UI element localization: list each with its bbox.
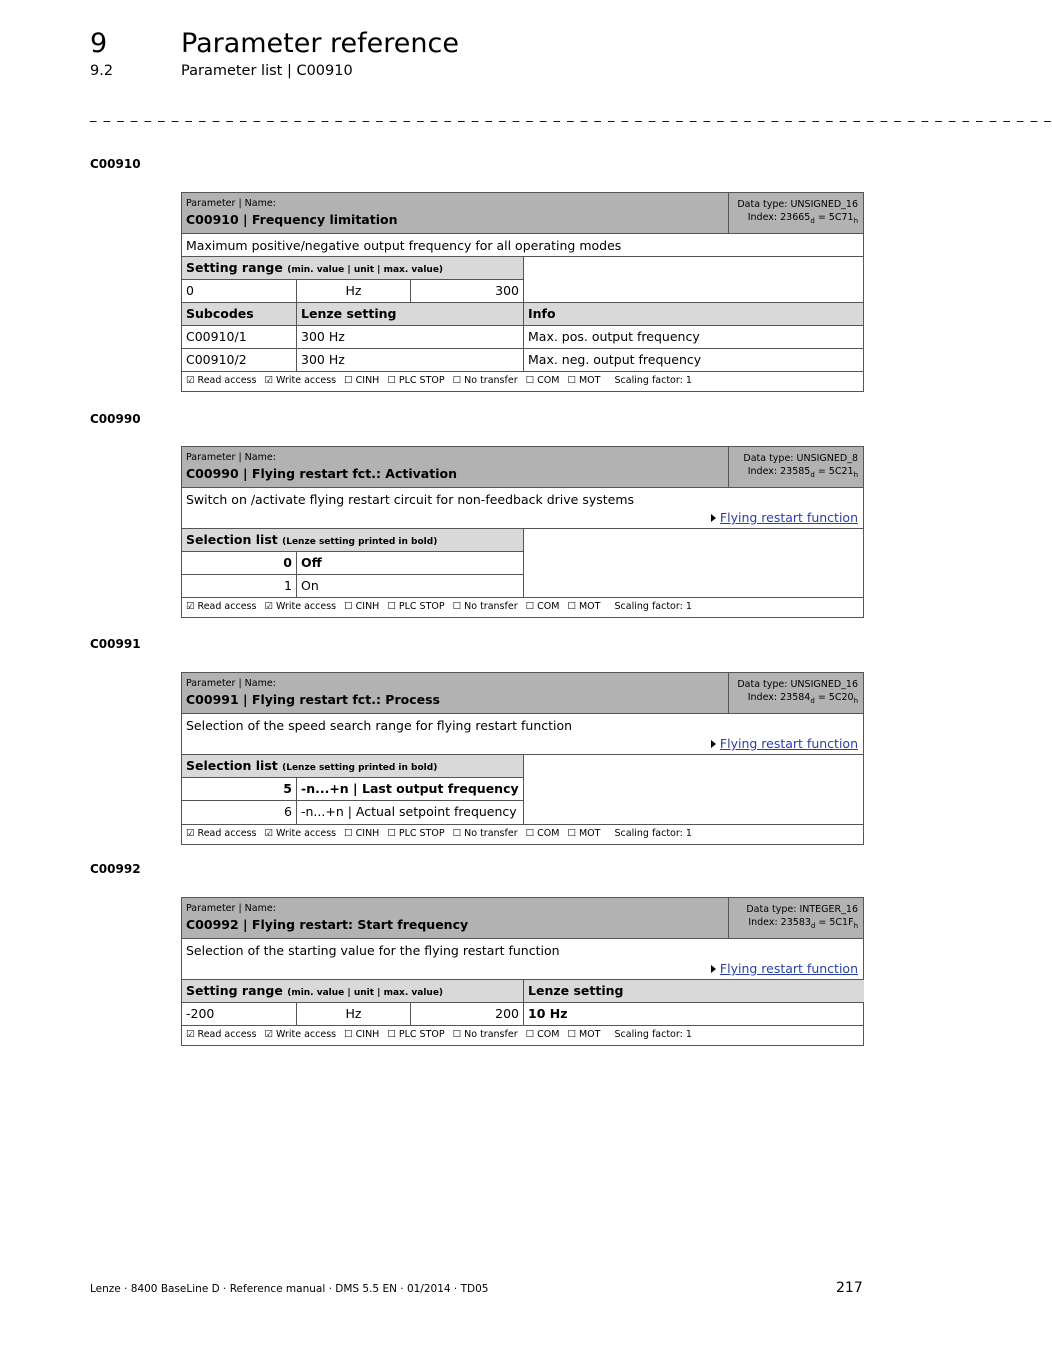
subcode-setting: 300 Hz — [296, 326, 523, 348]
lenze-setting-value: 10 Hz — [523, 1003, 864, 1026]
subcode-header-row — [182, 303, 863, 326]
subcode-info: Max. neg. output frequency — [523, 349, 864, 371]
param-label: Parameter | Name: — [186, 452, 276, 463]
table-row — [182, 349, 863, 372]
param-label: Parameter | Name: — [186, 198, 276, 209]
flying-restart-link[interactable]: Flying restart function — [182, 961, 863, 978]
section-label-c00992: C00992 — [90, 862, 141, 876]
param-description: Selection of the starting value for the flying restart function — [186, 943, 560, 958]
data-type-info — [743, 452, 858, 482]
option-value: 0 — [182, 552, 296, 575]
section-label-c00910: C00910 — [90, 157, 141, 171]
data-type-info — [737, 678, 858, 708]
range-min: 0 — [186, 283, 194, 298]
access-flags: ☑ Read access ☑ Write access ☐ CINH ☐ PLC STOP ☐ No transfer ☐ COM ☐ MOT Scaling factor: 1 — [186, 601, 692, 612]
selection-list-header: Selection list (Lenze setting printed in bold) — [182, 755, 523, 778]
data-type: Data type: UNSIGNED_16 — [737, 199, 858, 210]
data-type: Data type: UNSIGNED_8 — [743, 453, 858, 464]
subcodes-header: Subcodes — [186, 306, 254, 321]
param-description-block — [182, 714, 863, 755]
param-table-c00992 — [181, 897, 864, 1046]
page-number: 217 — [836, 1280, 863, 1296]
param-header — [182, 193, 863, 234]
chapter-title: Parameter reference — [181, 28, 459, 59]
param-header — [182, 447, 863, 488]
data-type: Data type: INTEGER_16 — [746, 904, 858, 915]
range-unit: Hz — [296, 280, 410, 303]
param-header — [182, 898, 863, 939]
param-name: C00991 | Flying restart fct.: Process — [186, 692, 440, 707]
table-row — [182, 326, 863, 349]
footer-text: Lenze · 8400 BaseLine D · Reference manual · DMS 5.5 EN · 01/2014 · TD05 — [90, 1283, 489, 1295]
setting-range-block — [182, 257, 863, 303]
param-description-block — [182, 488, 863, 529]
flying-restart-link[interactable]: Flying restart function — [182, 736, 863, 753]
info-header: Info — [523, 303, 864, 325]
selection-list-header: Selection list (Lenze setting printed in bold) — [182, 529, 523, 552]
lenze-setting-header: Lenze setting — [523, 980, 864, 1003]
data-type-info — [746, 903, 858, 933]
range-max: 200 — [410, 1003, 523, 1026]
param-label: Parameter | Name: — [186, 903, 276, 914]
param-label: Parameter | Name: — [186, 678, 276, 689]
section-label-c00991: C00991 — [90, 637, 141, 651]
setting-range-block — [182, 980, 863, 1026]
range-unit: Hz — [296, 1003, 410, 1026]
option-value: 6 — [284, 804, 292, 819]
param-header — [182, 673, 863, 714]
data-type-info — [737, 198, 858, 228]
index-info: Index: $23585_d = 5C21_h$ — [747, 466, 858, 479]
param-table-c00991 — [181, 672, 864, 845]
option-label: -n...+n | Actual setpoint frequency — [296, 801, 523, 825]
lenze-setting-header: Lenze setting — [296, 303, 523, 325]
param-name: C00910 | Frequency limitation — [186, 212, 398, 227]
arrow-right-icon — [711, 514, 716, 522]
option-label: -n...+n | Last output frequency — [296, 778, 523, 801]
option-label: On — [296, 575, 523, 598]
arrow-right-icon — [711, 740, 716, 748]
index-info: Index: $23583_d = 5C1F_h$ — [748, 917, 858, 930]
access-flags: ☑ Read access ☑ Write access ☐ CINH ☐ PLC STOP ☐ No transfer ☐ COM ☐ MOT Scaling factor: 1 — [186, 828, 692, 839]
param-name: C00992 | Flying restart: Start frequency — [186, 917, 469, 932]
section-label-c00990: C00990 — [90, 412, 141, 426]
param-table-c00910 — [181, 192, 864, 392]
subcode: C00910/2 — [186, 352, 247, 367]
param-description: Switch on /activate flying restart circuit for non-feedback drive systems — [186, 492, 635, 507]
option-value: 1 — [284, 578, 292, 593]
subcode-setting: 300 Hz — [296, 349, 523, 371]
param-description-block — [182, 939, 863, 980]
param-table-c00990 — [181, 446, 864, 618]
access-flags: ☑ Read access ☑ Write access ☐ CINH ☐ PLC STOP ☐ No transfer ☐ COM ☐ MOT Scaling factor: 1 — [186, 375, 692, 386]
index-info: Index: $23665_d = 5C71_h$ — [747, 212, 858, 225]
range-min: -200 — [186, 1006, 215, 1021]
access-flags: ☑ Read access ☑ Write access ☐ CINH ☐ PLC STOP ☐ No transfer ☐ COM ☐ MOT Scaling factor: 1 — [186, 1029, 692, 1040]
section-number: 9.2 — [90, 63, 114, 79]
data-type: Data type: UNSIGNED_16 — [737, 679, 858, 690]
param-description: Maximum positive/negative output frequency for all operating modes — [182, 234, 863, 257]
arrow-right-icon — [711, 965, 716, 973]
range-max: 300 — [410, 280, 523, 303]
setting-range-header: Setting range (min. value | unit | max. value) — [182, 980, 523, 1003]
option-value: 5 — [182, 778, 296, 801]
param-description: Selection of the speed search range for flying restart function — [186, 718, 573, 733]
selection-list-block — [182, 755, 863, 825]
chapter-number: 9 — [90, 28, 108, 59]
selection-list-block — [182, 529, 863, 598]
subcode: C00910/1 — [186, 329, 247, 344]
option-label: Off — [296, 552, 523, 575]
index-info: Index: $23584_d = 5C20_h$ — [747, 692, 858, 705]
flying-restart-link[interactable]: Flying restart function — [182, 510, 863, 527]
param-name: C00990 | Flying restart fct.: Activation — [186, 466, 457, 481]
header-rule: _ _ _ _ _ _ _ _ _ _ _ _ _ _ _ _ _ _ _ _ _ _ _ _ _ _ _ _ _ _ _ _ _ _ _ _ _ _ _ _ _ _ _ _ _ _ _ _ _ _ _ _ _ _ _ _ _ _ _ _ _ _ _ _ _ _ _ _ _ _ _ — [90, 108, 1052, 123]
subcode-info: Max. pos. output frequency — [523, 326, 864, 348]
setting-range-header: Setting range (min. value | unit | max. value) — [182, 257, 523, 280]
section-title: Parameter list | C00910 — [181, 63, 353, 79]
